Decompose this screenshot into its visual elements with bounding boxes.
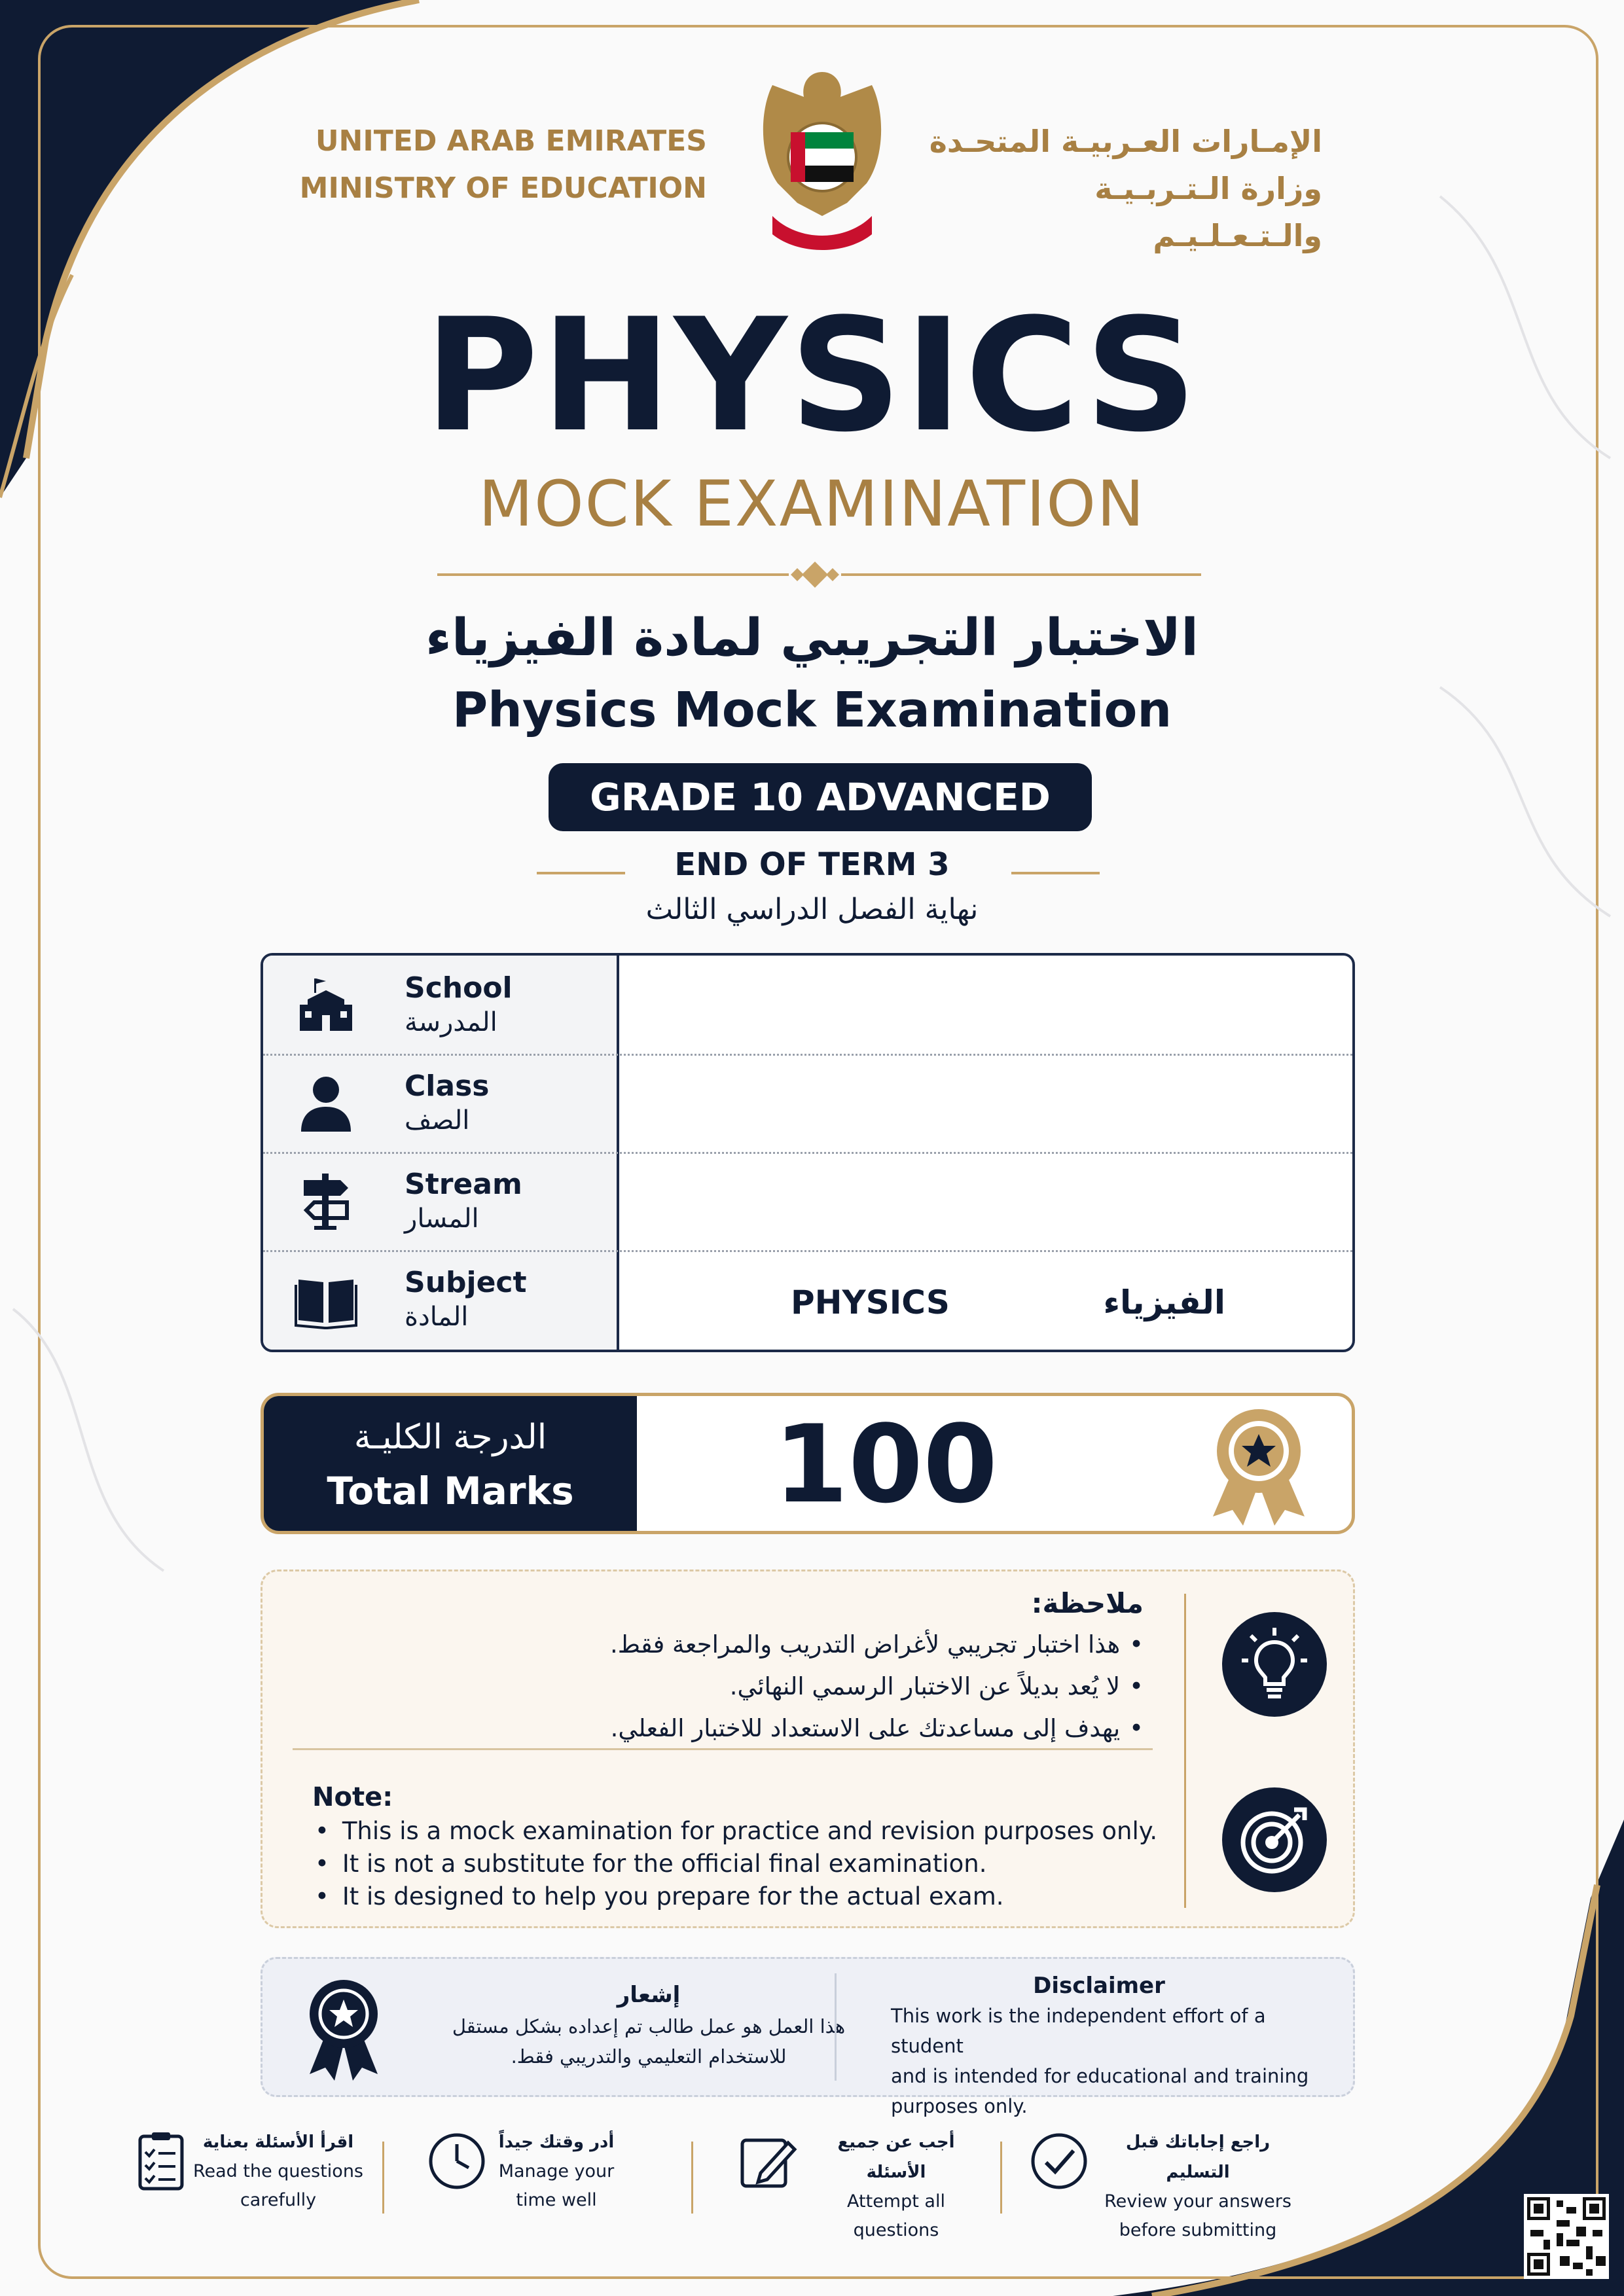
class-label-ar: الصف bbox=[405, 1105, 470, 1136]
sub-title: MOCK EXAMINATION bbox=[478, 467, 1146, 541]
tip-label-en: carefully bbox=[240, 2190, 317, 2210]
note-list-ar bbox=[489, 1624, 1144, 1749]
disclaimer-title-en: Disclaimer bbox=[1033, 1973, 1165, 1999]
country-name-en: UNITED ARAB EMIRATES bbox=[315, 124, 707, 158]
school-icon bbox=[295, 973, 357, 1036]
subject-label-ar: المادة bbox=[405, 1302, 469, 1332]
total-marks-value: 100 bbox=[773, 1402, 998, 1527]
stream-label-ar: المسار bbox=[405, 1204, 479, 1234]
total-marks-label-ar: الدرجة الكليـة bbox=[353, 1418, 547, 1457]
tip-label-en: Manage your bbox=[498, 2161, 615, 2181]
tip-review-answers bbox=[1028, 2127, 1303, 2240]
tip-read-questions bbox=[131, 2127, 380, 2232]
term-english: END OF TERM 3 bbox=[674, 846, 950, 883]
check-circle-icon bbox=[1028, 2130, 1091, 2193]
tip-label-ar: اقرأ الأسئلة بعناية bbox=[202, 2132, 354, 2152]
qr-code-icon[interactable] bbox=[1524, 2194, 1609, 2279]
book-icon bbox=[295, 1268, 357, 1331]
disclaimer-line-en: This work is the independent effort of a student bbox=[891, 2005, 1266, 2057]
disclaimer-body-ar bbox=[393, 2011, 904, 2072]
disclaimer-line-en: and is intended for educational and training bbox=[891, 2065, 1309, 2087]
tip-label-ar: راجع إجاباتك قبل التسليم bbox=[1125, 2132, 1271, 2182]
tip-attempt-all bbox=[736, 2127, 1011, 2240]
disclaimer-line-ar: هذا العمل هو عمل طالب تم إعداده بشكل مستقل bbox=[452, 2015, 846, 2037]
header-english bbox=[281, 118, 707, 212]
row-divider bbox=[263, 1250, 1352, 1252]
note-item-ar: • هذا اختبار تجريبي لأغراض التدريب والمراجعة فقط. bbox=[489, 1624, 1144, 1666]
note-item-ar: • لا يُعد بديلاً عن الاختبار الرسمي النهائي. bbox=[489, 1666, 1144, 1708]
tip-manage-time bbox=[425, 2127, 674, 2232]
school-label-en: School bbox=[405, 971, 513, 1005]
ministry-name-en: MINISTRY OF EDUCATION bbox=[299, 171, 707, 205]
uae-emblem-logo bbox=[746, 59, 898, 255]
note-title-ar: ملاحظة: bbox=[1031, 1587, 1144, 1619]
subject-value-ar: الفيزياء bbox=[1103, 1283, 1225, 1321]
note-item-en: • It is not a substitute for the official final examination. bbox=[315, 1848, 1157, 1880]
target-icon bbox=[1222, 1787, 1327, 1892]
tip-label-en: Attempt all bbox=[847, 2191, 945, 2212]
note-list-en bbox=[315, 1815, 1157, 1913]
grade-badge: GRADE 10 ADVANCED bbox=[549, 763, 1092, 831]
stream-field[interactable] bbox=[619, 1152, 1352, 1250]
school-label-ar: المدرسة bbox=[405, 1007, 497, 1037]
total-marks-label-en: Total Marks bbox=[327, 1469, 574, 1513]
tip-divider bbox=[1000, 2142, 1002, 2214]
clock-icon bbox=[425, 2130, 488, 2193]
disclaimer-line-ar: للاستخدام التعليمي والتدريبي فقط. bbox=[511, 2045, 787, 2068]
english-title: Physics Mock Examination bbox=[452, 682, 1172, 738]
stream-label-en: Stream bbox=[405, 1168, 522, 1201]
subject-value-en: PHYSICS bbox=[791, 1283, 950, 1321]
disclaimer-divider bbox=[835, 1973, 837, 2081]
notes-divider bbox=[293, 1748, 1153, 1750]
notes-box bbox=[261, 1570, 1355, 1928]
person-icon bbox=[295, 1071, 357, 1134]
note-item-en: • This is a mock examination for practice and revision purposes only. bbox=[315, 1815, 1157, 1848]
school-field[interactable] bbox=[619, 956, 1352, 1054]
country-name-ar: الإمـارات العـربيـة المتحـدة bbox=[929, 124, 1322, 159]
header-arabic bbox=[916, 118, 1322, 259]
checklist-icon bbox=[131, 2130, 194, 2193]
disclaimer-box bbox=[261, 1957, 1355, 2117]
term-arabic: نهاية الفصل الدراسي الثالث bbox=[645, 893, 979, 926]
tip-label-ar: أدر وقتك جيداً bbox=[498, 2132, 615, 2152]
note-item-en: • It is designed to help you prepare for the actual exam. bbox=[315, 1880, 1157, 1913]
tip-label-en: Review your answers bbox=[1104, 2191, 1291, 2212]
signpost-icon bbox=[295, 1170, 357, 1232]
main-title: PHYSICS bbox=[424, 285, 1200, 467]
tip-label-en: questions bbox=[853, 2220, 939, 2240]
total-marks-box bbox=[261, 1393, 1355, 1534]
total-marks-label bbox=[264, 1396, 637, 1531]
award-medal-icon bbox=[1206, 1405, 1311, 1526]
note-item-ar: • يهدف إلى مساعدتك على الاستعداد للاختبار الفعلي. bbox=[489, 1708, 1144, 1749]
badge-ribbon-icon bbox=[306, 1976, 382, 2081]
disclaimer-line-en: purposes only. bbox=[891, 2095, 1028, 2117]
lightbulb-icon bbox=[1222, 1612, 1327, 1717]
class-field[interactable] bbox=[619, 1054, 1352, 1152]
student-info-table bbox=[261, 953, 1355, 1352]
tip-label-en: Read the questions bbox=[192, 2161, 364, 2181]
notes-vertical-divider bbox=[1184, 1594, 1186, 1908]
ministry-name-ar: وزارة الـتـربـيـة والـتـعـلـيـم bbox=[1094, 171, 1322, 253]
pencil-icon bbox=[736, 2130, 799, 2193]
tip-label-en: time well bbox=[516, 2190, 597, 2210]
tip-divider bbox=[382, 2142, 384, 2214]
tip-label-ar: أجب عن جميع الأسئلة bbox=[837, 2132, 955, 2182]
disclaimer-body-en bbox=[891, 2001, 1323, 2121]
tip-label-en: before submitting bbox=[1119, 2220, 1277, 2240]
note-title-en: Note: bbox=[312, 1782, 393, 1812]
class-label-en: Class bbox=[405, 1069, 490, 1103]
subject-label-en: Subject bbox=[405, 1266, 527, 1299]
tip-divider bbox=[691, 2142, 693, 2214]
disclaimer-title-ar: إشعار bbox=[617, 1982, 681, 2008]
arabic-title: الاختبار التجريبي لمادة الفيزياء bbox=[425, 609, 1199, 668]
